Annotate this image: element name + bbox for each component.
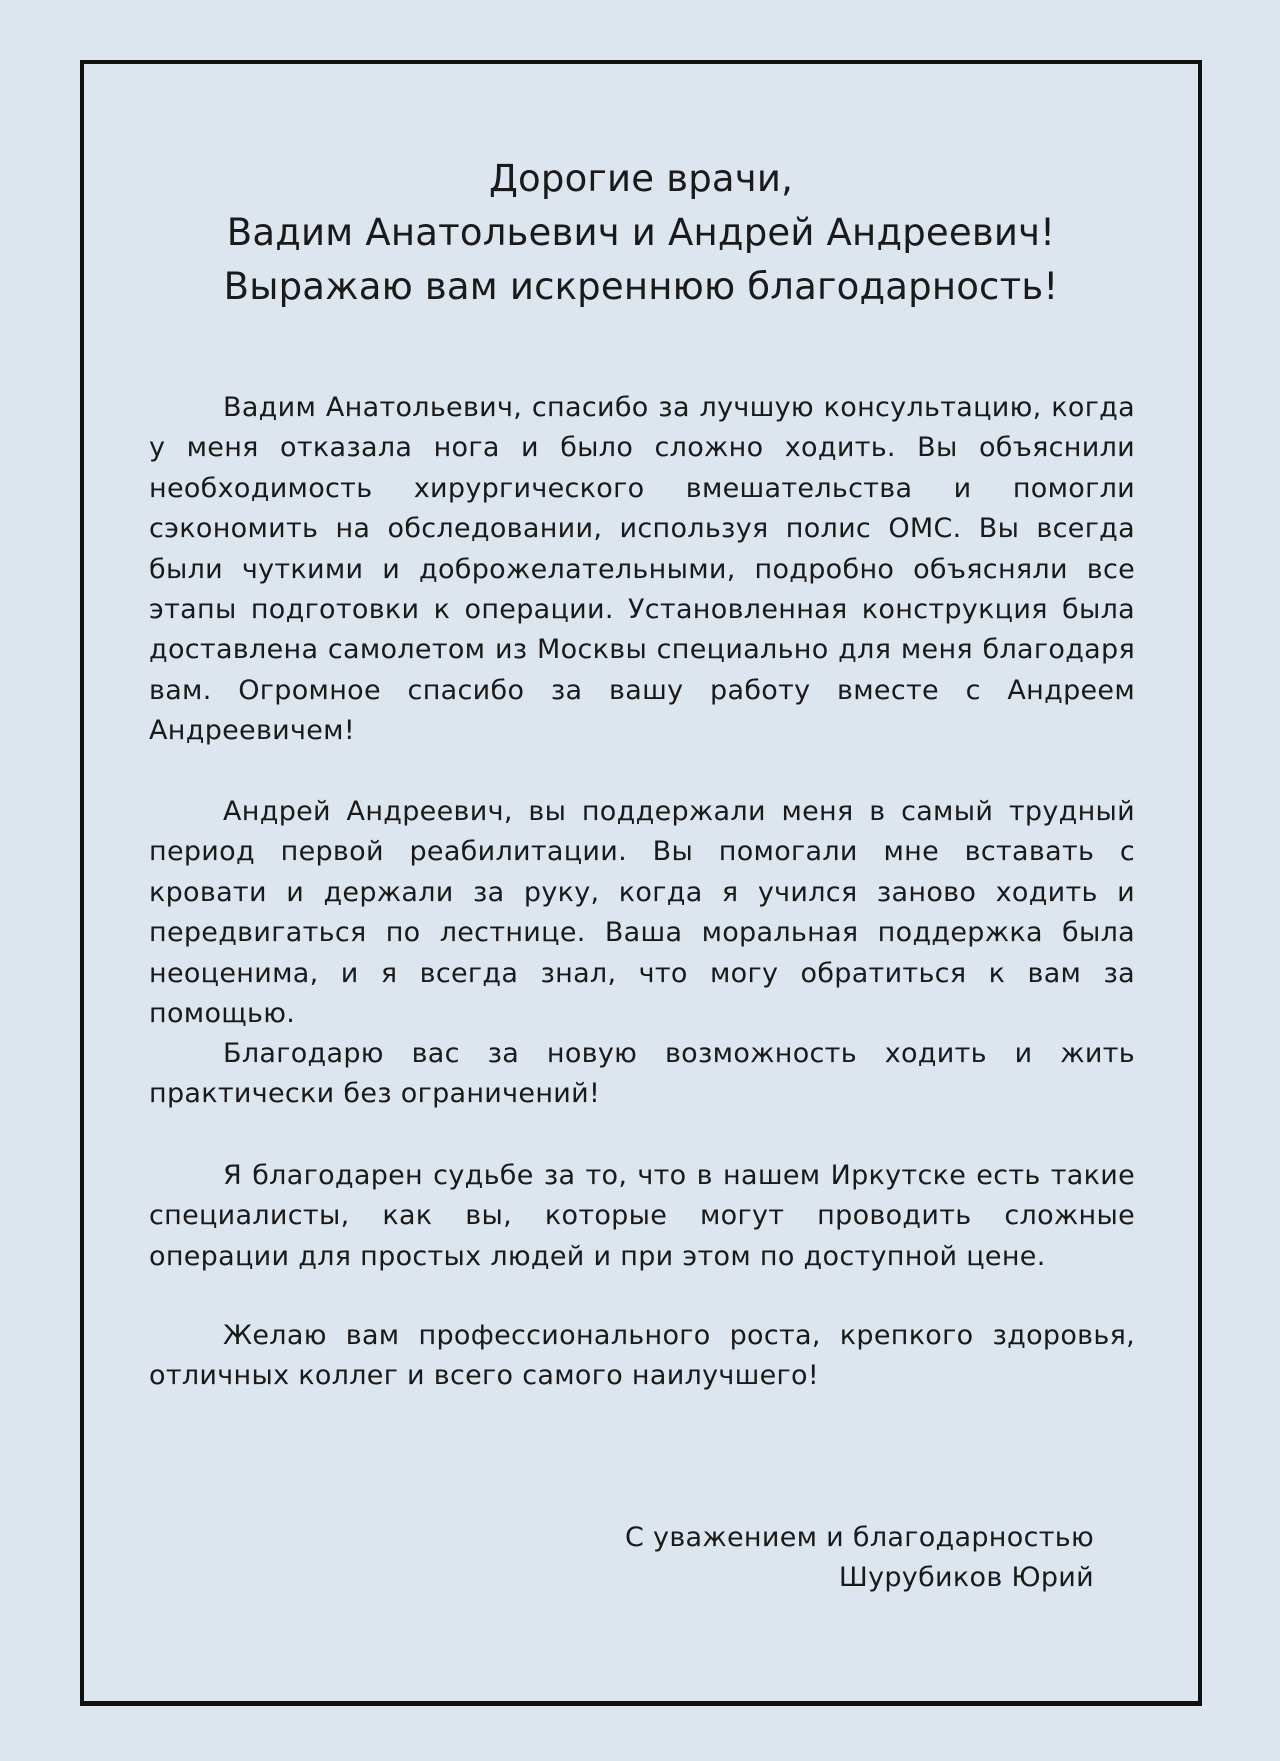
paragraph-text: Вадим Анатольевич, спасибо за лучшую консультацию, когда у меня отказала нога и было сложно ходить. Вы объяснили необходимость хирургического вмешательства и помогли сэкономить на обследовании, используя полис ОМС. Вы всегда были чуткими и доброжелательными, подробно объясняли все этапы подготовки к операции. Установленная конструкция была доставлена самолетом из Москвы специально для меня благодаря вам. Огромное спасибо за вашу работу вместе с Андреем Андреевичем! [149, 392, 1135, 747]
paragraph-text: Желаю вам профессионального роста, крепкого здоровья, отличных коллег и всего самого наилучшего! [149, 1320, 1135, 1392]
letter-heading [84, 152, 1198, 314]
paragraph-5 [149, 1316, 1135, 1397]
signature-name: Шурубиков Юрий [838, 1562, 1094, 1593]
paragraph-text: Андрей Андреевич, вы поддержали меня в самый трудный период первой реабилитации. Вы помогали мне вставать с кровати и держали за руку, когда я учился заново ходить и передвигаться по лестнице. Ваша моральная поддержка была неоценима, и я всегда знал, что могу обратиться к вам за помощью. [149, 796, 1135, 1030]
heading-greeting: Дорогие врачи, [488, 157, 794, 200]
paragraph-3 [149, 1034, 1135, 1115]
letter-frame [80, 60, 1202, 1706]
paragraph-2 [149, 792, 1135, 1034]
heading-addressees: Вадим Анатольевич и Андрей Андреевич! [226, 211, 1056, 254]
paragraph-1 [149, 388, 1135, 752]
signature-closing: С уважением и благодарностью [625, 1522, 1094, 1553]
paragraph-4 [149, 1156, 1135, 1277]
paragraph-text: Благодарю вас за новую возможность ходить и жить практически без ограничений! [149, 1038, 1135, 1110]
paragraph-text: Я благодарен судьбе за то, что в нашем Иркутске есть такие специалисты, как вы, которые могут проводить сложные операции для простых людей и при этом по доступной цене. [149, 1160, 1135, 1272]
signature-block [625, 1518, 1094, 1598]
heading-gratitude: Выражаю вам искреннюю благодарность! [223, 265, 1059, 308]
